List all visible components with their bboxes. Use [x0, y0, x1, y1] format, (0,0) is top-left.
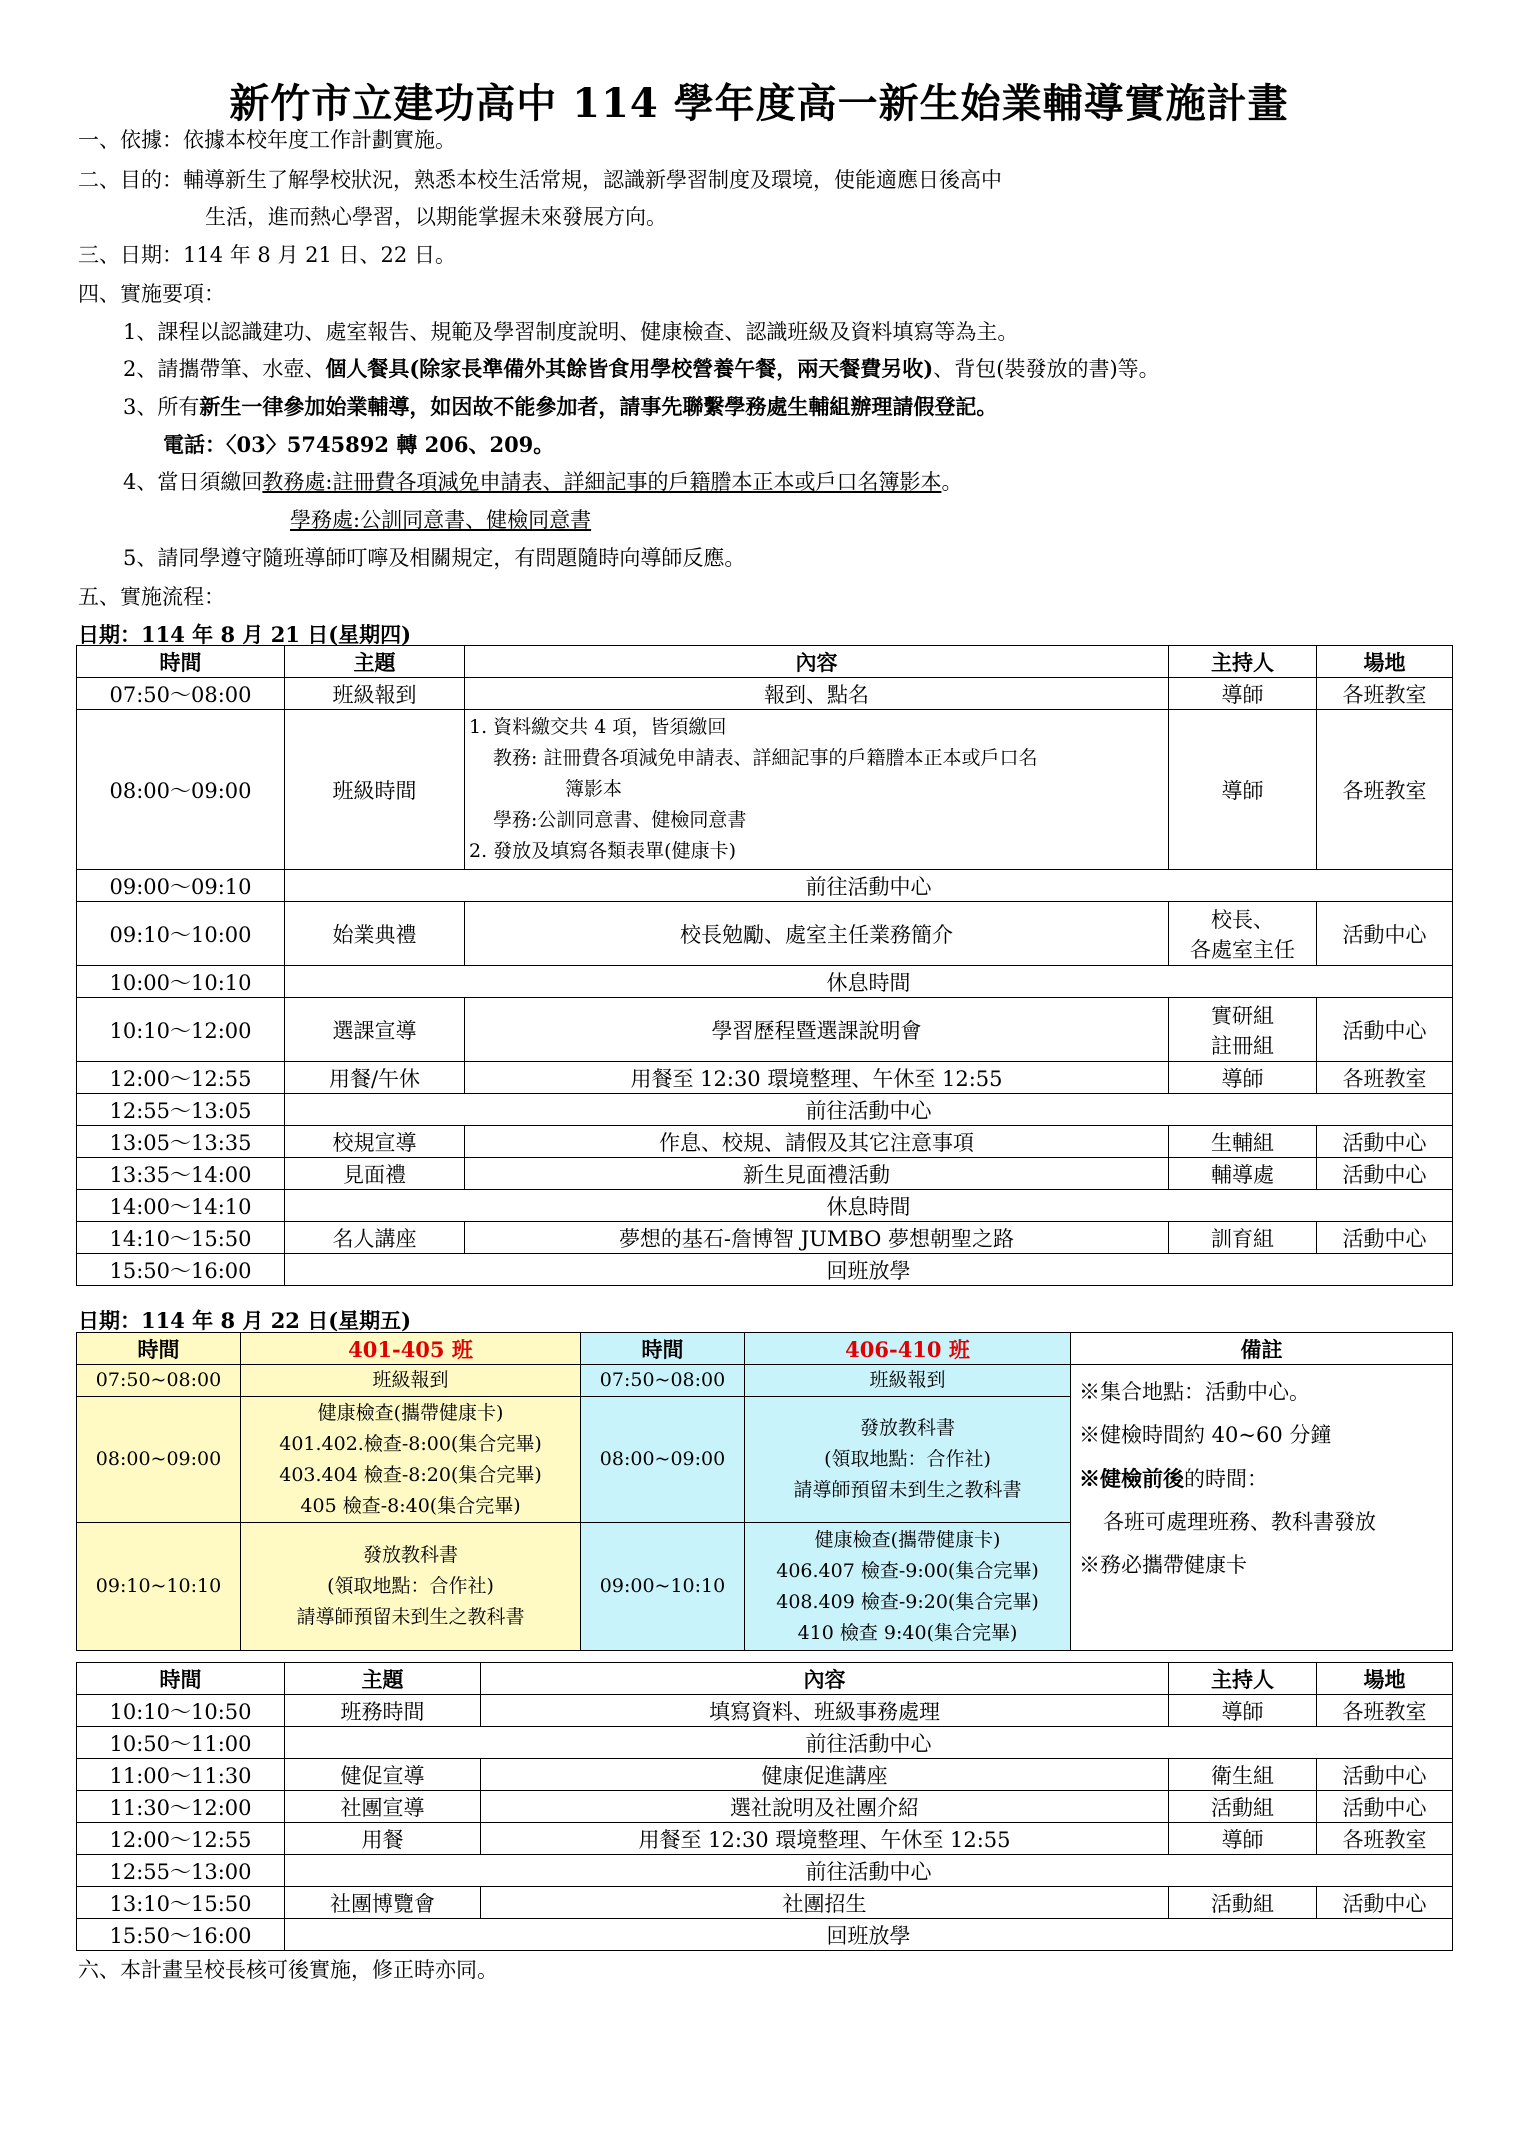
table-row: [77, 1126, 1453, 1158]
section-purpose-line2: 生活，進而熱心學習，以期能掌握未來發展方向。: [205, 205, 667, 229]
cell-group-a: [241, 1523, 581, 1651]
cell-time: 12:55～13:05: [77, 1094, 285, 1126]
cell-topic: 班務時間: [285, 1695, 481, 1727]
table-row: [77, 1365, 1453, 1397]
cell-content: 選社說明及社團介紹: [481, 1791, 1169, 1823]
cell-topic: 用餐: [285, 1823, 481, 1855]
day2-schedule-table: [76, 1662, 1453, 1951]
host-line: 校長、: [1211, 907, 1274, 932]
cell-time: 15:50～16:00: [77, 1254, 285, 1286]
table-row: [77, 1094, 1453, 1126]
content-line: 簿影本: [565, 778, 623, 800]
table-row: [77, 998, 1453, 1062]
item-2: [123, 354, 1160, 384]
page-title: 新竹市立建功高中 114 學年度高一新生始業輔導實施計畫: [229, 80, 1289, 127]
content-line: 請導師預留未到生之教科書: [793, 1479, 1022, 1501]
section-closing: 六、本計畫呈校長核可後實施，修正時亦同。: [78, 1958, 498, 1982]
cell-host: 導師: [1169, 1823, 1317, 1855]
cell-topic: 社團宣導: [285, 1791, 481, 1823]
item-4-academic-affairs: 教務處:註冊費各項減免申請表、詳細記事的戶籍謄本正本或戶口名簿影本: [262, 470, 942, 494]
cell-topic: 社團博覽會: [285, 1887, 481, 1919]
cell-time: 09:10～10:00: [77, 902, 285, 966]
header-time-group-a: 時間: [77, 1333, 241, 1365]
header-group-406-410: 406-410 班: [745, 1333, 1071, 1365]
cell-content: 用餐至 12:30 環境整理、午休至 12:55: [481, 1823, 1169, 1855]
table-row: [77, 710, 1453, 870]
cell-time-b: 07:50~08:00: [581, 1365, 745, 1397]
cell-time-b: 09:00~10:10: [581, 1523, 745, 1651]
cell-content: 用餐至 12:30 環境整理、午休至 12:55: [465, 1062, 1169, 1094]
notes-cell: [1071, 1365, 1453, 1651]
cell-topic: 健促宣導: [285, 1759, 481, 1791]
header-host: 主持人: [1169, 1663, 1317, 1695]
day1-schedule-table: [76, 645, 1453, 1286]
cell-host: 生輔組: [1169, 1126, 1317, 1158]
cell-topic: 名人講座: [285, 1222, 465, 1254]
cell-host: 導師: [1169, 710, 1317, 870]
host-line: 各處室主任: [1190, 937, 1295, 962]
cell-content: 休息時間: [285, 966, 1453, 998]
header-content: 內容: [481, 1663, 1169, 1695]
cell-content: 前往活動中心: [285, 1094, 1453, 1126]
cell-place: 活動中心: [1317, 998, 1453, 1062]
item-2-text-c: 、背包(裝發放的書)等。: [933, 357, 1160, 381]
header-time: 時間: [77, 1663, 285, 1695]
content-line: 請導師預留未到生之教科書: [296, 1606, 525, 1628]
cell-place: 各班教室: [1317, 678, 1453, 710]
cell-content: 休息時間: [285, 1190, 1453, 1222]
cell-time-a: 08:00~09:00: [77, 1397, 241, 1523]
cell-group-a: [241, 1397, 581, 1523]
header-time: 時間: [77, 646, 285, 678]
cell-time: 12:00～12:55: [77, 1823, 285, 1855]
day2-heading: 日期：114 年 8 月 22 日(星期五): [78, 1308, 412, 1333]
table-row: [77, 902, 1453, 966]
cell-content: 夢想的基石-詹博智 JUMBO 夢想朝聖之路: [465, 1222, 1169, 1254]
section-purpose-line1: 二、目的：輔導新生了解學校狀況，熟悉本校生活常規，認識新學習制度及環境，使能適應日後高中: [78, 168, 1002, 192]
cell-topic: 選課宣導: [285, 998, 465, 1062]
item-2-text-bold: 個人餐具(除家長準備外其餘皆食用學校營養午餐，兩天餐費另收): [325, 356, 934, 381]
table-row: [77, 1222, 1453, 1254]
cell-time: 13:05～13:35: [77, 1126, 285, 1158]
cell-topic: 班級報到: [285, 678, 465, 710]
section-flow-heading: 五、實施流程：: [78, 585, 225, 609]
content-line: 401.402.檢查-8:00(集合完畢): [279, 1432, 542, 1455]
cell-time: 10:10～12:00: [77, 998, 285, 1062]
note-text: 的時間：: [1184, 1467, 1268, 1491]
cell-place: 各班教室: [1317, 1823, 1453, 1855]
cell-time: 14:00～14:10: [77, 1190, 285, 1222]
note-line: ※務必攜帶健康卡: [1079, 1553, 1247, 1577]
section-date: 三、日期：114 年 8 月 21 日、22 日。: [78, 243, 456, 267]
cell-topic: 始業典禮: [285, 902, 465, 966]
table-row: [77, 1158, 1453, 1190]
header-content: 內容: [465, 646, 1169, 678]
header-place: 場地: [1317, 646, 1453, 678]
item-4-student-affairs: 學務處:公訓同意書、健檢同意書: [290, 508, 592, 532]
content-line: 405 檢查-8:40(集合完畢): [300, 1494, 521, 1517]
table-row: [77, 1727, 1453, 1759]
header-topic: 主題: [285, 646, 465, 678]
cell-time: 12:55～13:00: [77, 1855, 285, 1887]
cell-time: 13:35～14:00: [77, 1158, 285, 1190]
cell-topic: 用餐/午休: [285, 1062, 465, 1094]
day1-heading: 日期：114 年 8 月 21 日(星期四): [78, 622, 412, 647]
item-1: 1、課程以認識建功、處室報告、規範及學習制度說明、健康檢查、認識班級及資料填寫等為主。: [123, 320, 1019, 344]
item-4-text-c: 。: [941, 470, 963, 494]
cell-content: 前往活動中心: [285, 1855, 1453, 1887]
content-line: 發放教科書: [859, 1417, 955, 1439]
table-row: [77, 1887, 1453, 1919]
cell-group-b: [745, 1523, 1071, 1651]
cell-host: 衛生組: [1169, 1759, 1317, 1791]
content-line: 403.404 檢查-8:20(集合完畢): [279, 1463, 542, 1486]
cell-time: 14:10～15:50: [77, 1222, 285, 1254]
cell-content: 社團招生: [481, 1887, 1169, 1919]
content-line: 408.409 檢查-9:20(集合完畢): [776, 1590, 1039, 1613]
host-line: 實研組: [1211, 1003, 1274, 1028]
content-line: 406.407 檢查-9:00(集合完畢): [776, 1559, 1039, 1582]
content-line: 發放教科書: [362, 1544, 458, 1566]
cell-content: 新生見面禮活動: [465, 1158, 1169, 1190]
note-line: [1079, 1457, 1444, 1501]
cell-group-a: 班級報到: [241, 1365, 581, 1397]
header-notes: 備註: [1071, 1333, 1453, 1365]
cell-time: 11:00～11:30: [77, 1759, 285, 1791]
cell-content: 前往活動中心: [285, 870, 1453, 902]
section-basis: 一、依據：依據本校年度工作計劃實施。: [78, 128, 456, 152]
table-row: [77, 870, 1453, 902]
cell-time: 08:00～09:00: [77, 710, 285, 870]
table-row: [77, 1695, 1453, 1727]
table-row: [77, 1855, 1453, 1887]
table-header-row: [77, 1663, 1453, 1695]
section-items-heading: 四、實施要項：: [78, 282, 225, 306]
cell-content: 健康促進講座: [481, 1759, 1169, 1791]
cell-host: 輔導處: [1169, 1158, 1317, 1190]
cell-time: 15:50～16:00: [77, 1919, 285, 1951]
cell-host: 導師: [1169, 1062, 1317, 1094]
cell-time: 12:00～12:55: [77, 1062, 285, 1094]
cell-time: 10:10～10:50: [77, 1695, 285, 1727]
item-4-text-a: 4、當日須繳回: [123, 470, 263, 494]
cell-content: 作息、校規、請假及其它注意事項: [465, 1126, 1169, 1158]
note-bold: ※健檢前後: [1079, 1466, 1184, 1491]
cell-topic: 見面禮: [285, 1158, 465, 1190]
cell-time-a: 07:50~08:00: [77, 1365, 241, 1397]
cell-place: 活動中心: [1317, 902, 1453, 966]
cell-content: [465, 710, 1169, 870]
cell-place: 活動中心: [1317, 1126, 1453, 1158]
header-topic: 主題: [285, 1663, 481, 1695]
table-header-row: [77, 1333, 1453, 1365]
cell-time: 10:00～10:10: [77, 966, 285, 998]
cell-place: 活動中心: [1317, 1887, 1453, 1919]
cell-time: 10:50～11:00: [77, 1727, 285, 1759]
day2-split-table: [76, 1332, 1453, 1651]
cell-content: 校長勉勵、處室主任業務簡介: [465, 902, 1169, 966]
cell-content: 學習歷程暨選課說明會: [465, 998, 1169, 1062]
cell-host: [1169, 902, 1317, 966]
cell-time: 07:50～08:00: [77, 678, 285, 710]
cell-time-a: 09:10~10:10: [77, 1523, 241, 1651]
cell-host: 導師: [1169, 678, 1317, 710]
cell-host: 活動組: [1169, 1791, 1317, 1823]
cell-host: [1169, 998, 1317, 1062]
item-5: 5、請同學遵守隨班導師叮嚀及相關規定，有問題隨時向導師反應。: [123, 546, 746, 570]
note-line: ※健檢時間約 40~60 分鐘: [1079, 1423, 1332, 1447]
table-header-row: [77, 646, 1453, 678]
cell-content: 回班放學: [285, 1254, 1453, 1286]
item-3-text-bold: 新生一律參加始業輔導，如因故不能參加者，請事先聯繫學務處生輔組辦理請假登記。: [199, 394, 998, 419]
content-line: (領取地點：合作社): [824, 1448, 991, 1470]
cell-topic: 班級時間: [285, 710, 465, 870]
cell-time-b: 08:00~09:00: [581, 1397, 745, 1523]
table-row: [77, 1759, 1453, 1791]
table-row: [77, 1190, 1453, 1222]
item-2-text-a: 2、請攜帶筆、水壺、: [123, 357, 326, 381]
content-line: 學務:公訓同意書、健檢同意書: [493, 809, 747, 831]
note-line: 各班可處理班務、教科書發放: [1103, 1510, 1376, 1534]
table-row: [77, 1919, 1453, 1951]
item-4: [123, 467, 962, 497]
item-3: [123, 392, 997, 422]
content-line: 2. 發放及填寫各類表單(健康卡): [469, 840, 736, 862]
content-line: 1. 資料繳交共 4 項，皆須繳回: [469, 716, 727, 738]
cell-place: 各班教室: [1317, 1695, 1453, 1727]
header-group-401-405: 401-405 班: [241, 1333, 581, 1365]
note-line: ※集合地點：活動中心。: [1079, 1380, 1310, 1404]
cell-time: 11:30～12:00: [77, 1791, 285, 1823]
content-line: 410 檢查 9:40(集合完畢): [797, 1621, 1018, 1644]
cell-place: 各班教室: [1317, 1062, 1453, 1094]
content-line: 教務: 註冊費各項減免申請表、詳細記事的戶籍謄本正本或戶口名: [493, 747, 1038, 769]
cell-topic: 校規宣導: [285, 1126, 465, 1158]
cell-time: 09:00～09:10: [77, 870, 285, 902]
host-line: 註冊組: [1211, 1033, 1274, 1058]
table-row: [77, 1062, 1453, 1094]
cell-content: 前往活動中心: [285, 1727, 1453, 1759]
cell-place: 活動中心: [1317, 1791, 1453, 1823]
cell-host: 導師: [1169, 1695, 1317, 1727]
content-line: 健康檢查(攜帶健康卡): [317, 1401, 504, 1424]
cell-group-b: [745, 1397, 1071, 1523]
header-time-group-b: 時間: [581, 1333, 745, 1365]
item-3-text-a: 3、所有: [123, 395, 200, 419]
cell-place: 各班教室: [1317, 710, 1453, 870]
cell-host: 訓育組: [1169, 1222, 1317, 1254]
cell-content: 報到、點名: [465, 678, 1169, 710]
cell-place: 活動中心: [1317, 1158, 1453, 1190]
table-row: [77, 1254, 1453, 1286]
cell-content: 填寫資料、班級事務處理: [481, 1695, 1169, 1727]
header-host: 主持人: [1169, 646, 1317, 678]
table-row: [77, 966, 1453, 998]
cell-group-b: 班級報到: [745, 1365, 1071, 1397]
item-3-phone: 電話：〈03〉5745892 轉 206、209。: [163, 432, 555, 457]
table-row: [77, 1791, 1453, 1823]
content-line: 健康檢查(攜帶健康卡): [814, 1528, 1001, 1551]
table-row: [77, 1823, 1453, 1855]
cell-place: 活動中心: [1317, 1222, 1453, 1254]
content-line: (領取地點：合作社): [327, 1575, 494, 1597]
cell-time: 13:10～15:50: [77, 1887, 285, 1919]
cell-host: 活動組: [1169, 1887, 1317, 1919]
table-row: [77, 678, 1453, 710]
cell-content: 回班放學: [285, 1919, 1453, 1951]
header-place: 場地: [1317, 1663, 1453, 1695]
cell-place: 活動中心: [1317, 1759, 1453, 1791]
